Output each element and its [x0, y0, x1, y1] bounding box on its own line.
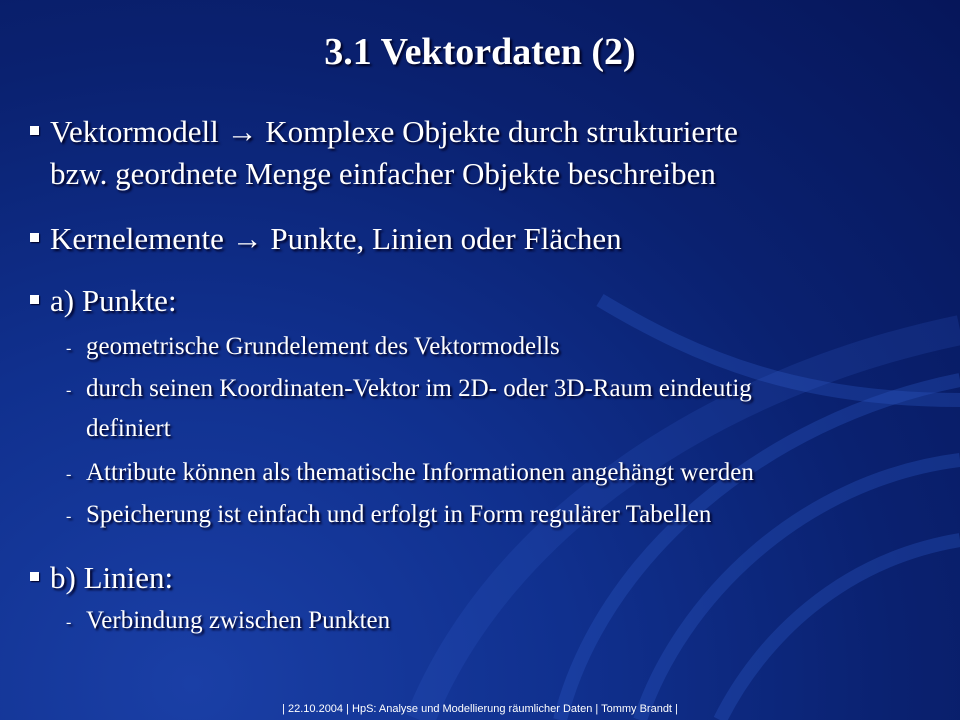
bullet-vektormodell	[30, 111, 930, 195]
sub-item-text: Speicherung ist einfach und erfolgt in Form regulärer Tabellen	[86, 501, 712, 528]
bullet-punkte	[30, 280, 930, 322]
square-bullet-icon	[30, 126, 39, 135]
bullet-text: Vektormodell → Komplexe Objekte durch strukturierte	[50, 114, 738, 149]
bullet-text: a) Punkte:	[50, 283, 177, 318]
sub-item-text: Verbindung zwischen Punkten	[86, 607, 391, 634]
square-bullet-icon	[30, 233, 39, 242]
sub-item-punkte: - geometrische Grundelement des Vektormodells	[66, 327, 946, 367]
sub-item-text: durch seinen Koordinaten-Vektor im 2D- oder 3D-Raum eindeutig	[86, 375, 752, 402]
bullet-kernelemente	[30, 218, 930, 260]
bullet-text-continued: bzw. geordnete Menge einfacher Objekte beschreiben	[50, 156, 716, 191]
sub-item-punkte: - Speicherung ist einfach und erfolgt in Form regulärer Tabellen	[66, 495, 946, 535]
bullet-linien	[30, 557, 930, 599]
square-bullet-icon	[30, 295, 39, 304]
sub-item-punkte: - Attribute können als thematische Informationen angehängt werden	[66, 453, 946, 493]
square-bullet-icon	[30, 572, 39, 581]
slide-footer: | 22.10.2004 | HpS: Analyse und Modellierung räumlicher Daten | Tommy Brandt |	[282, 703, 678, 715]
sub-item-punkte: - durch seinen Koordinaten-Vektor im 2D- oder 3D-Raum eindeutig definiert	[66, 369, 946, 449]
sub-item-text: Attribute können als thematische Informationen angehängt werden	[86, 459, 754, 486]
slide-title: 3.1 Vektordaten (2)	[324, 31, 636, 73]
sub-item-text-continued: definiert	[86, 415, 171, 442]
sub-item-linien: - Verbindung zwischen Punkten	[66, 601, 946, 641]
sub-item-text: geometrische Grundelement des Vektormodells	[86, 333, 560, 360]
bullet-text: b) Linien:	[50, 560, 174, 595]
bullet-text: Kernelemente → Punkte, Linien oder Flächen	[50, 221, 622, 256]
